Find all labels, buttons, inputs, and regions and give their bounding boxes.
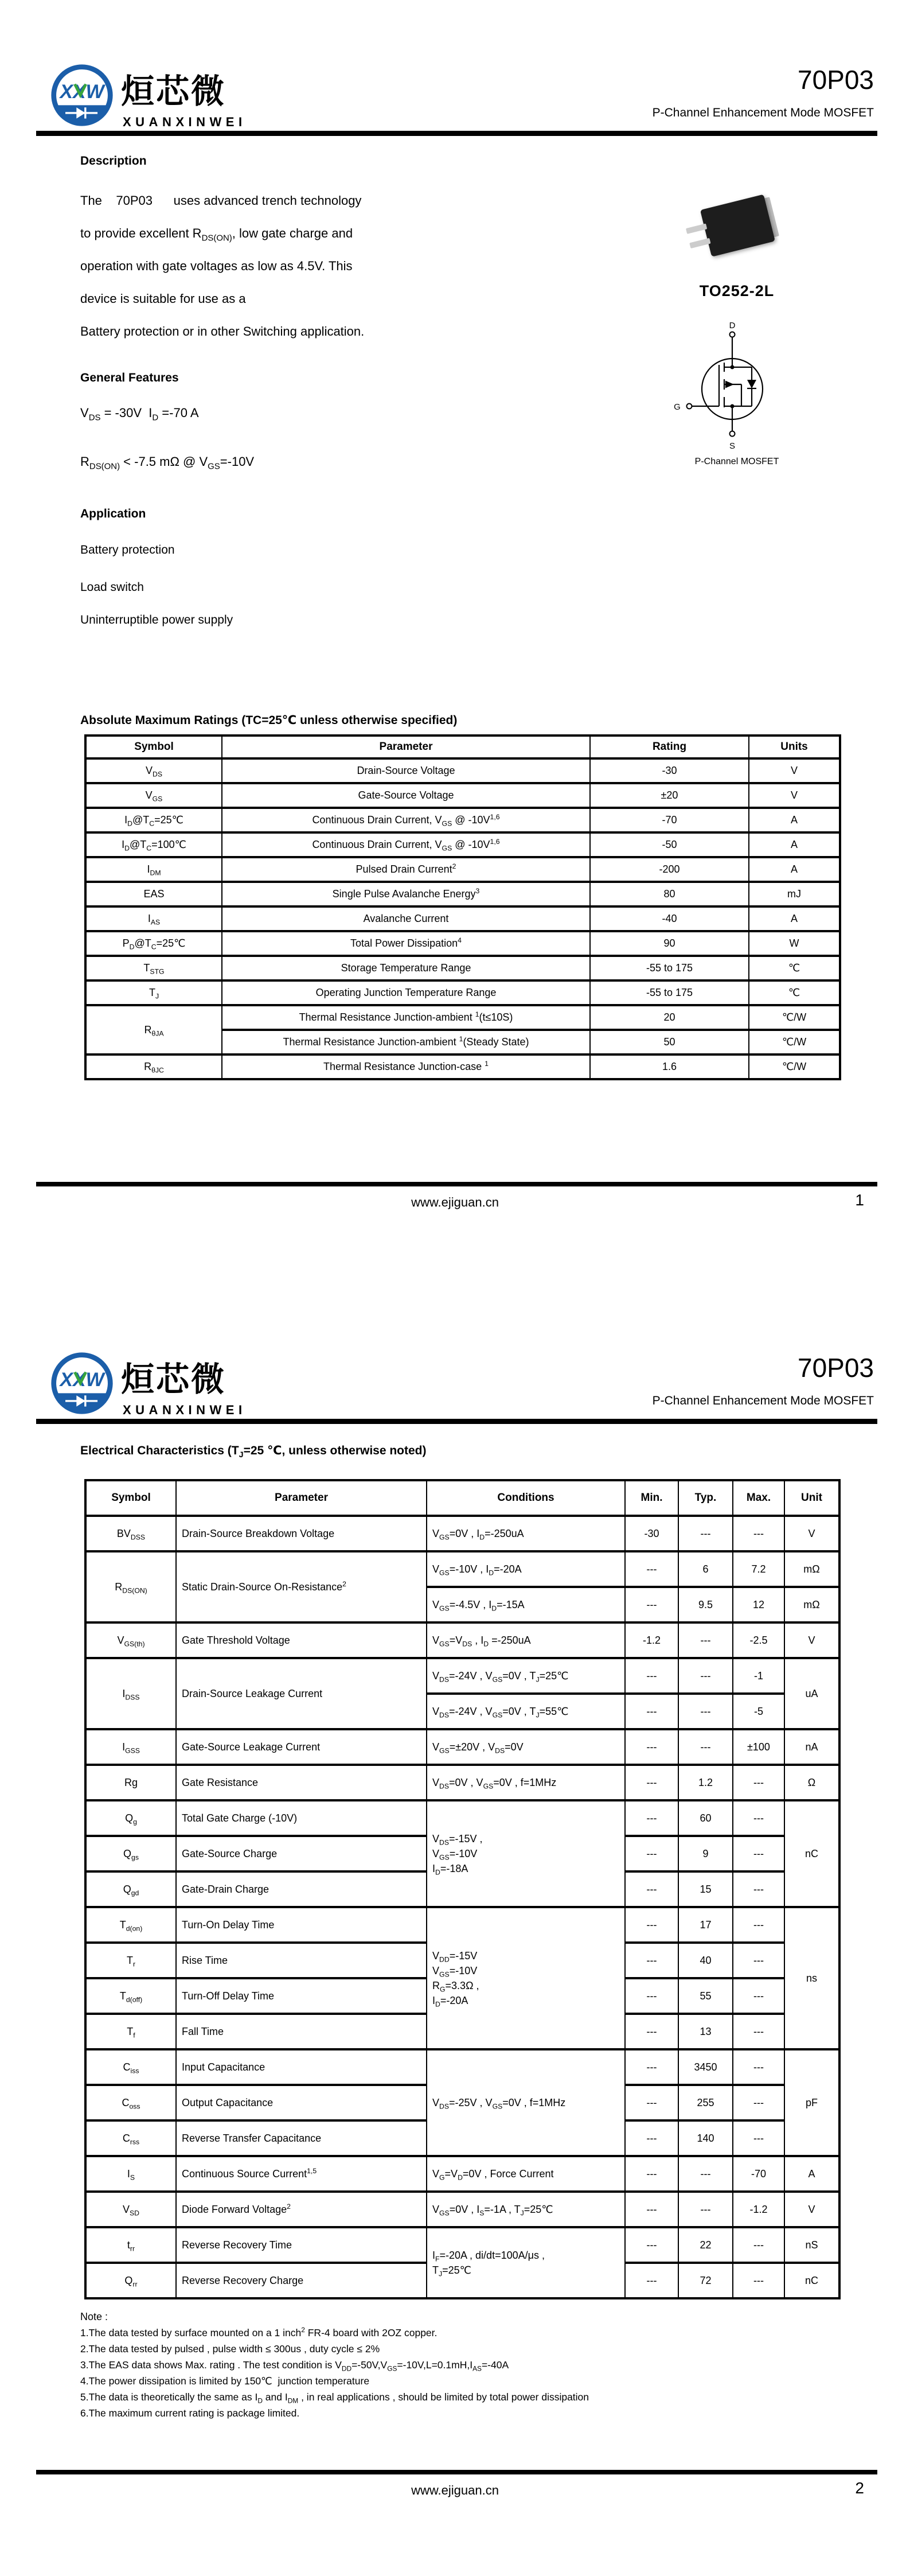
table-cell: $V_{GS}=-10V$ , $I_D=-20A$ (427, 1551, 625, 1587)
table-row (85, 1005, 840, 1030)
brand-name-cjk: 烜芯微 (121, 1360, 226, 1399)
table-cell: --- (733, 2120, 784, 2156)
document-subtitle: P-Channel Enhancement Mode MOSFET (652, 106, 874, 119)
note-line: 1.The data tested by surface mounted on a 1 inch$^2$ FR-4 board with 2OZ copper. (80, 2326, 438, 2338)
table-cell: $t_{rr}$ (85, 2227, 176, 2263)
table-cell: V (749, 758, 840, 783)
column-header: Symbol (85, 736, 222, 758)
table-cell: Drain-Source Leakage Current (176, 1658, 427, 1729)
table-cell: $V_{GS(th)}$ (85, 1622, 176, 1658)
table-cell: -1.2 (733, 2192, 784, 2227)
application-item: Uninterruptible power supply (80, 613, 233, 627)
table-cell: -50 (590, 832, 749, 857)
description-heading: Description (80, 154, 147, 168)
table-cell: -40 (590, 906, 749, 931)
table-cell: Static Drain-Source On-Resistance$^2$ (176, 1551, 427, 1622)
table-row (85, 2227, 839, 2263)
table-cell: Fall Time (176, 2014, 427, 2049)
table-cell: 12 (733, 1587, 784, 1622)
table-cell: nC (784, 1800, 839, 1907)
column-header: Symbol (85, 1480, 176, 1516)
table-cell: Gate Resistance (176, 1765, 427, 1800)
notes-title: Note : (80, 2311, 108, 2322)
table-cell: $I_F=-20A$ , di/dt=100A/μs , $T_J=25℃$ (427, 2227, 625, 2298)
column-header: Conditions (427, 1480, 625, 1516)
table-cell: $P_D@T_C=25℃$ (85, 931, 222, 956)
package-lead (686, 223, 707, 234)
header-rule (36, 131, 877, 136)
table-row (85, 2192, 839, 2227)
table-cell: -5 (733, 1694, 784, 1729)
part-number: 70P03 (797, 65, 874, 95)
table-cell: $R_{DS(ON)}$ (85, 1551, 176, 1622)
table-row (85, 956, 840, 980)
table-cell: Single Pulse Avalanche Energy$^3$ (222, 882, 590, 906)
table-cell: -1.2 (625, 1622, 678, 1658)
table-cell: ns (784, 1907, 839, 2049)
table-cell: Gate-Source Voltage (222, 783, 590, 808)
table-cell: A (749, 832, 840, 857)
table-cell: -1 (733, 1658, 784, 1694)
table-cell: $R_{\theta JC}$ (85, 1054, 222, 1079)
table-cell: EAS (85, 882, 222, 906)
abs-max-heading: Absolute Maximum Ratings (TC=25℃ unless otherwise specified) (80, 714, 458, 727)
table-cell: $V_{DS}=-25V$ , $V_{GS}=0V$ , f=1MHz (427, 2049, 625, 2156)
table-cell: Gate-Source Charge (176, 1836, 427, 1871)
table-cell: --- (678, 1729, 733, 1765)
table-cell: -55 to 175 (590, 980, 749, 1005)
document-subtitle: P-Channel Enhancement Mode MOSFET (652, 1394, 874, 1407)
table-cell: $V_{DS}=0V$ , $V_{GS}=0V$ , f=1MHz (427, 1765, 625, 1800)
application-heading: Application (80, 507, 146, 520)
table-cell: --- (733, 2263, 784, 2298)
table-cell: $I_D@T_C=100℃$ (85, 832, 222, 857)
table-row (85, 832, 840, 857)
table-cell: --- (625, 2014, 678, 2049)
table-cell: -70 (733, 2156, 784, 2192)
description-line: to provide excellent $R_{DS(ON)}$, low gate charge and (80, 226, 353, 243)
table-cell: Gate-Drain Charge (176, 1871, 427, 1907)
table-cell: --- (733, 1516, 784, 1551)
table-cell: ℃/W (749, 1005, 840, 1030)
table-cell: Total Gate Charge (-10V) (176, 1800, 427, 1836)
table-row (85, 2049, 839, 2085)
table-cell: $BV_{DSS}$ (85, 1516, 176, 1551)
table-cell: nC (784, 2263, 839, 2298)
table-cell: --- (733, 2085, 784, 2120)
table-cell: --- (733, 2049, 784, 2085)
table-cell: --- (678, 1694, 733, 1729)
feature-line: $V_{DS} = -30V$ $I_D =-70$ A (80, 406, 199, 423)
table-cell: $T_{d(off)}$ (85, 1978, 176, 2014)
table-cell: 20 (590, 1005, 749, 1030)
table-cell: $V_G=V_D=0V$ , Force Current (427, 2156, 625, 2192)
table-cell: A (749, 906, 840, 931)
table-cell: Storage Temperature Range (222, 956, 590, 980)
table-row (85, 1765, 839, 1800)
table-cell: Turn-On Delay Time (176, 1907, 427, 1943)
application-item: Load switch (80, 581, 144, 594)
application-item: Battery protection (80, 543, 175, 557)
table-cell: 1.2 (678, 1765, 733, 1800)
table-cell: --- (733, 1800, 784, 1836)
table-cell: $V_{GS}$ (85, 783, 222, 808)
page-number: 2 (855, 2479, 864, 2497)
note-line: 3.The EAS data shows Max. rating . The test condition is $V_{DD}=-50V,V_{GS}=-10V,L=0.1mH,I_{AS}=-40A$ (80, 2359, 509, 2373)
pin-label-drain: D (729, 321, 736, 330)
table-cell: Continuous Drain Current, $V_{GS}$ @ $-10V^{1,6}$ (222, 832, 590, 857)
table-cell: mΩ (784, 1551, 839, 1587)
table-cell: -55 to 175 (590, 956, 749, 980)
brand-name-latin: XUANXINWEI (123, 115, 247, 129)
electrical-characteristics-table (84, 1479, 841, 2299)
table-row (85, 1622, 839, 1658)
table-cell: --- (625, 1907, 678, 1943)
table-cell: Thermal Resistance Junction-ambient $^1$(t≤10S) (222, 1005, 590, 1030)
table-cell: --- (678, 1622, 733, 1658)
table-cell: V (784, 1622, 839, 1658)
table-cell: Total Power Dissipation$^4$ (222, 931, 590, 956)
table-cell: uA (784, 1658, 839, 1729)
table-cell: 40 (678, 1943, 733, 1978)
table-cell: Drain-Source Breakdown Voltage (176, 1516, 427, 1551)
table-cell: --- (625, 1943, 678, 1978)
table-cell: $I_{AS}$ (85, 906, 222, 931)
notes-section (80, 2309, 843, 2421)
table-cell: Gate-Source Leakage Current (176, 1729, 427, 1765)
mosfet-symbol-icon (664, 319, 797, 453)
page-2 (0, 1288, 910, 2576)
table-cell: W (749, 931, 840, 956)
note-line: 5.The data is theoretically the same as $I_D$ and $I_{DM}$ , in real applications , should be limited by total power dissipation (80, 2391, 589, 2405)
table-cell: 72 (678, 2263, 733, 2298)
description-line: The 70P03 uses advanced trench technology (80, 193, 362, 208)
table-row (85, 1551, 839, 1587)
table-cell: --- (625, 1871, 678, 1907)
table-cell: 13 (678, 2014, 733, 2049)
table-cell: --- (625, 1978, 678, 2014)
table-cell: 140 (678, 2120, 733, 2156)
table-row (85, 882, 840, 906)
table-cell: $Q_{gd}$ (85, 1871, 176, 1907)
table-cell: ℃/W (749, 1030, 840, 1054)
column-header: Typ. (678, 1480, 733, 1516)
table-row (85, 1729, 839, 1765)
table-cell: 22 (678, 2227, 733, 2263)
brand-monogram: XXW (60, 1368, 104, 1391)
table-cell: 17 (678, 1907, 733, 1943)
table-cell: -200 (590, 857, 749, 882)
table-cell: 255 (678, 2085, 733, 2120)
table-row (85, 2156, 839, 2192)
table-cell: Input Capacitance (176, 2049, 427, 2085)
table-row (85, 1054, 840, 1079)
table-row (85, 906, 840, 931)
table-cell: Continuous Drain Current, $V_{GS}$ @ $-10V^{1,6}$ (222, 808, 590, 832)
table-cell: $C_{oss}$ (85, 2085, 176, 2120)
table-cell: $V_{GS}=\pm 20V$ , $V_{DS}=0V$ (427, 1729, 625, 1765)
table-cell: $V_{GS}=0V$ , $I_S=-1A$ , $T_J=25℃$ (427, 2192, 625, 2227)
symbol-caption: P-Channel MOSFET (694, 457, 779, 466)
table-cell: Diode Forward Voltage$^2$ (176, 2192, 427, 2227)
table-row (85, 980, 840, 1005)
table-cell: --- (625, 2156, 678, 2192)
table-cell: nS (784, 2227, 839, 2263)
package-panel (648, 184, 826, 488)
table-cell: Rise Time (176, 1943, 427, 1978)
table-cell: mΩ (784, 1587, 839, 1622)
table-cell: -30 (590, 758, 749, 783)
pin-label-gate: G (674, 402, 681, 412)
table-cell: 90 (590, 931, 749, 956)
table-row (85, 931, 840, 956)
table-cell: $I_S$ (85, 2156, 176, 2192)
brand-logo-icon (49, 1350, 115, 1417)
table-cell: $V_{GS}=V_{DS}$ , $I_D =-250uA$ (427, 1622, 625, 1658)
table-cell: 60 (678, 1800, 733, 1836)
brand-logo-icon (49, 62, 115, 129)
table-cell: Reverse Recovery Time (176, 2227, 427, 2263)
column-header: Parameter (176, 1480, 427, 1516)
table-cell: Gate Threshold Voltage (176, 1622, 427, 1658)
table-row (85, 758, 840, 783)
table-cell: Rg (85, 1765, 176, 1800)
table-cell: $T_r$ (85, 1943, 176, 1978)
table-cell: --- (625, 1587, 678, 1622)
table-cell: Thermal Resistance Junction-ambient $^1$(Steady State) (222, 1030, 590, 1054)
table-cell: --- (733, 2227, 784, 2263)
table-cell: Avalanche Current (222, 906, 590, 931)
note-line: 4.The power dissipation is limited by 150℃ junction temperature (80, 2375, 370, 2387)
table-cell: 80 (590, 882, 749, 906)
brand-logo (49, 61, 324, 138)
table-cell: $Q_{rr}$ (85, 2263, 176, 2298)
column-header: Units (749, 736, 840, 758)
table-cell: A (749, 857, 840, 882)
table-cell: Reverse Transfer Capacitance (176, 2120, 427, 2156)
table-cell: Output Capacitance (176, 2085, 427, 2120)
table-cell: --- (678, 2192, 733, 2227)
page-number: 1 (855, 1191, 864, 1209)
table-cell: --- (678, 1658, 733, 1694)
table-cell: Drain-Source Voltage (222, 758, 590, 783)
description-line: device is suitable for use as a (80, 291, 246, 306)
table-cell: $V_{GS}=0V$ , $I_D=-250uA$ (427, 1516, 625, 1551)
table-cell: 1.6 (590, 1054, 749, 1079)
table-cell: --- (625, 2049, 678, 2085)
table-cell: --- (625, 1694, 678, 1729)
table-cell: --- (733, 1836, 784, 1871)
column-header: Rating (590, 736, 749, 758)
table-cell: 9 (678, 1836, 733, 1871)
table-cell: --- (625, 1765, 678, 1800)
table-cell: --- (625, 1836, 678, 1871)
brand-name-latin: XUANXINWEI (123, 1403, 247, 1417)
brand-logo (49, 1349, 324, 1426)
table-cell: --- (625, 2192, 678, 2227)
table-cell: A (784, 2156, 839, 2192)
table-cell: --- (625, 2227, 678, 2263)
header-rule (36, 1419, 877, 1424)
package-name: TO252-2L (699, 282, 775, 299)
features-heading: General Features (80, 371, 179, 384)
table-row (85, 1800, 839, 1836)
table-cell: Reverse Recovery Charge (176, 2263, 427, 2298)
footer-url: www.ejiguan.cn (411, 1195, 499, 1209)
note-line: 2.The data tested by pulsed , pulse width ≤ 300us , duty cycle ≤ 2% (80, 2343, 380, 2355)
column-header: Min. (625, 1480, 678, 1516)
footer-rule (36, 2470, 877, 2474)
table-cell: --- (678, 1516, 733, 1551)
feature-line: $R_{DS(ON)} < -7.5$ mΩ @ $V_{GS}=-10V$ (80, 454, 255, 472)
table-cell: --- (625, 2120, 678, 2156)
table-cell: --- (625, 1658, 678, 1694)
table-cell: mJ (749, 882, 840, 906)
table-cell: ℃/W (749, 1054, 840, 1079)
table-cell: $V_{SD}$ (85, 2192, 176, 2227)
note-line: 6.The maximum current rating is package limited. (80, 2407, 300, 2419)
table-cell: $V_{DS}=-24V$ , $V_{GS}=0V$ , $T_J=55℃$ (427, 1694, 625, 1729)
table-cell: $Q_g$ (85, 1800, 176, 1836)
table-cell: --- (733, 1871, 784, 1907)
table-cell: $T_{d(on)}$ (85, 1907, 176, 1943)
table-cell: ℃ (749, 980, 840, 1005)
table-cell: --- (678, 2156, 733, 2192)
description-line: Battery protection or in other Switching application. (80, 324, 365, 338)
table-cell: 6 (678, 1551, 733, 1587)
table-row (85, 808, 840, 832)
table-cell: $C_{iss}$ (85, 2049, 176, 2085)
table-cell: $T_f$ (85, 2014, 176, 2049)
table-cell: --- (625, 2263, 678, 2298)
table-cell: $V_{DS}=-15V$ , $V_{GS}=-10V$ $I_D=-18A$ (427, 1800, 625, 1907)
table-cell: Ω (784, 1765, 839, 1800)
footer-url: www.ejiguan.cn (411, 2483, 499, 2497)
table-row (85, 1516, 839, 1551)
table-cell: $V_{DD}=-15V$ $V_{GS}=-10V$ $R_G=3.3\Omega$ , $I_D=-20A$ (427, 1907, 625, 2049)
table-cell: ±20 (590, 783, 749, 808)
brand-name-cjk: 烜芯微 (121, 72, 226, 111)
elec-heading: Electrical Characteristics ($T_J=25$ ℃, unless otherwise noted) (80, 1444, 427, 1460)
table-row (85, 1658, 839, 1694)
column-header: Max. (733, 1480, 784, 1516)
table-cell: --- (733, 1978, 784, 2014)
table-cell: ℃ (749, 956, 840, 980)
table-cell: $V_{DS}=-24V$ , $V_{GS}=0V$ , $T_J=25℃$ (427, 1658, 625, 1694)
table-cell: $V_{GS}=-4.5V$ , $I_D=-15A$ (427, 1587, 625, 1622)
package-photo (693, 190, 793, 262)
table-cell: Continuous Source Current$^{1,5}$ (176, 2156, 427, 2192)
table-cell: --- (733, 2014, 784, 2049)
table-cell: V (784, 1516, 839, 1551)
table-cell: A (749, 808, 840, 832)
table-row (85, 857, 840, 882)
table-cell: --- (733, 1907, 784, 1943)
absolute-maximum-ratings-table (84, 734, 841, 1080)
table-cell: $R_{\theta JA}$ (85, 1005, 222, 1054)
description-line: operation with gate voltages as low as 4.5V. This (80, 259, 353, 273)
package-body (700, 194, 775, 257)
table-cell: $Q_{gs}$ (85, 1836, 176, 1871)
table-cell: 3450 (678, 2049, 733, 2085)
brand-monogram: XXW (60, 80, 104, 103)
table-cell: --- (733, 1765, 784, 1800)
table-cell: pF (784, 2049, 839, 2156)
table-cell: V (784, 2192, 839, 2227)
table-cell: $I_{DM}$ (85, 857, 222, 882)
part-number: 70P03 (797, 1353, 874, 1383)
table-cell: --- (733, 1943, 784, 1978)
table-cell: 7.2 (733, 1551, 784, 1587)
column-header: Unit (784, 1480, 839, 1516)
table-cell: $T_{STG}$ (85, 956, 222, 980)
footer-rule (36, 1182, 877, 1186)
table-row (85, 1907, 839, 1943)
table-cell: $C_{rss}$ (85, 2120, 176, 2156)
table-cell: 9.5 (678, 1587, 733, 1622)
column-header: Parameter (222, 736, 590, 758)
table-cell: $I_{DSS}$ (85, 1658, 176, 1729)
table-cell: Thermal Resistance Junction-case $^1$ (222, 1054, 590, 1079)
table-cell: 15 (678, 1871, 733, 1907)
package-lead (689, 238, 710, 248)
table-cell: -30 (625, 1516, 678, 1551)
table-cell: Operating Junction Temperature Range (222, 980, 590, 1005)
table-cell: nA (784, 1729, 839, 1765)
table-cell: Pulsed Drain Current$^2$ (222, 857, 590, 882)
table-cell: $V_{DS}$ (85, 758, 222, 783)
table-cell: ±100 (733, 1729, 784, 1765)
table-cell: --- (625, 1729, 678, 1765)
table-cell: -2.5 (733, 1622, 784, 1658)
table-row (85, 783, 840, 808)
table-cell: 50 (590, 1030, 749, 1054)
table-cell: --- (625, 1800, 678, 1836)
table-cell: $I_{GSS}$ (85, 1729, 176, 1765)
table-cell: $I_D@T_C=25℃$ (85, 808, 222, 832)
table-cell: $T_J$ (85, 980, 222, 1005)
table-cell: V (749, 783, 840, 808)
pin-label-source: S (729, 441, 736, 451)
table-cell: 55 (678, 1978, 733, 2014)
table-cell: -70 (590, 808, 749, 832)
table-cell: Turn-Off Delay Time (176, 1978, 427, 2014)
table-cell: --- (625, 2085, 678, 2120)
table-cell: --- (625, 1551, 678, 1587)
